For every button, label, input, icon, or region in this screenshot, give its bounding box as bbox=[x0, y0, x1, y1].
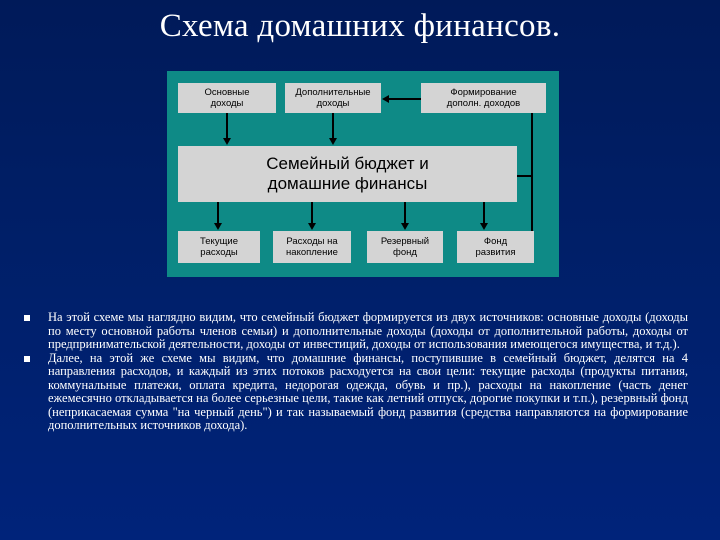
arrowhead-reserve bbox=[401, 223, 409, 230]
connector-additional-income bbox=[332, 113, 334, 139]
connector-savings bbox=[311, 202, 313, 224]
additional-income-formation-box: Формирование дополн. доходов bbox=[421, 83, 546, 113]
savings-expenses-box: Расходы на накопление bbox=[273, 231, 351, 263]
bullet-item bbox=[24, 352, 688, 433]
arrowhead-savings bbox=[308, 223, 316, 230]
arrowhead-main-income bbox=[223, 138, 231, 145]
loop-horizontal bbox=[517, 175, 532, 177]
arrowhead-current-expenses bbox=[214, 223, 222, 230]
finance-diagram bbox=[167, 71, 559, 277]
connector-reserve bbox=[404, 202, 406, 224]
connector-current-expenses bbox=[217, 202, 219, 224]
additional-income-box: Дополнительные доходы bbox=[285, 83, 381, 113]
main-income-box: Основные доходы bbox=[178, 83, 276, 113]
arrowhead-additional-income bbox=[329, 138, 337, 145]
current-expenses-box: Текущие расходы bbox=[178, 231, 260, 263]
bullet-square-icon bbox=[24, 315, 30, 321]
family-budget-box: Семейный бюджет и домашние финансы bbox=[178, 146, 517, 202]
arrowhead-development bbox=[480, 223, 488, 230]
slide-title: Схема домашних финансов. bbox=[159, 8, 561, 44]
connector-main-income bbox=[226, 113, 228, 139]
development-fund-box: Фонд развития bbox=[457, 231, 534, 263]
bullet-square-icon bbox=[24, 356, 30, 362]
loop-vertical bbox=[531, 113, 533, 233]
arrowhead-formation bbox=[382, 95, 389, 103]
connector-formation bbox=[389, 98, 421, 100]
bullet-item bbox=[24, 311, 688, 352]
reserve-fund-box: Резервный фонд bbox=[367, 231, 443, 263]
bullet-text: Далее, на этой же схеме мы видим, что домашние финансы, поступившие в семейный бюджет, делятся на 4 направления расходов, и каждый из этих потоков расходуется на свои цели: текущие расходы (продукты питания, коммунальные платежи, оплата кредита, недорогая одежда, обувь и пр.), расходы на накопление (часть денег ежемесячно откладывается на более серьезные цели, такие как летний отпуск, дорогие покупки и т.п.), резервный фонд (неприкасаемая сумма "на черный день") и так называемый фонд развития (средства направляются на формирование дополнительных источников дохода). bbox=[48, 350, 688, 432]
bullet-text: На этой схеме мы наглядно видим, что семейный бюджет формируется из двух источников: основные доходы (доходы по месту основной работы членов семьи) и дополнительные доходы (доходы от дополнительной работы, доходы от предпринимательской деятельности, доходы от инвестиций, доходы от использования имеющегося имущества, и т.д.). bbox=[48, 310, 688, 351]
connector-development bbox=[483, 202, 485, 224]
bullet-list bbox=[24, 311, 688, 433]
